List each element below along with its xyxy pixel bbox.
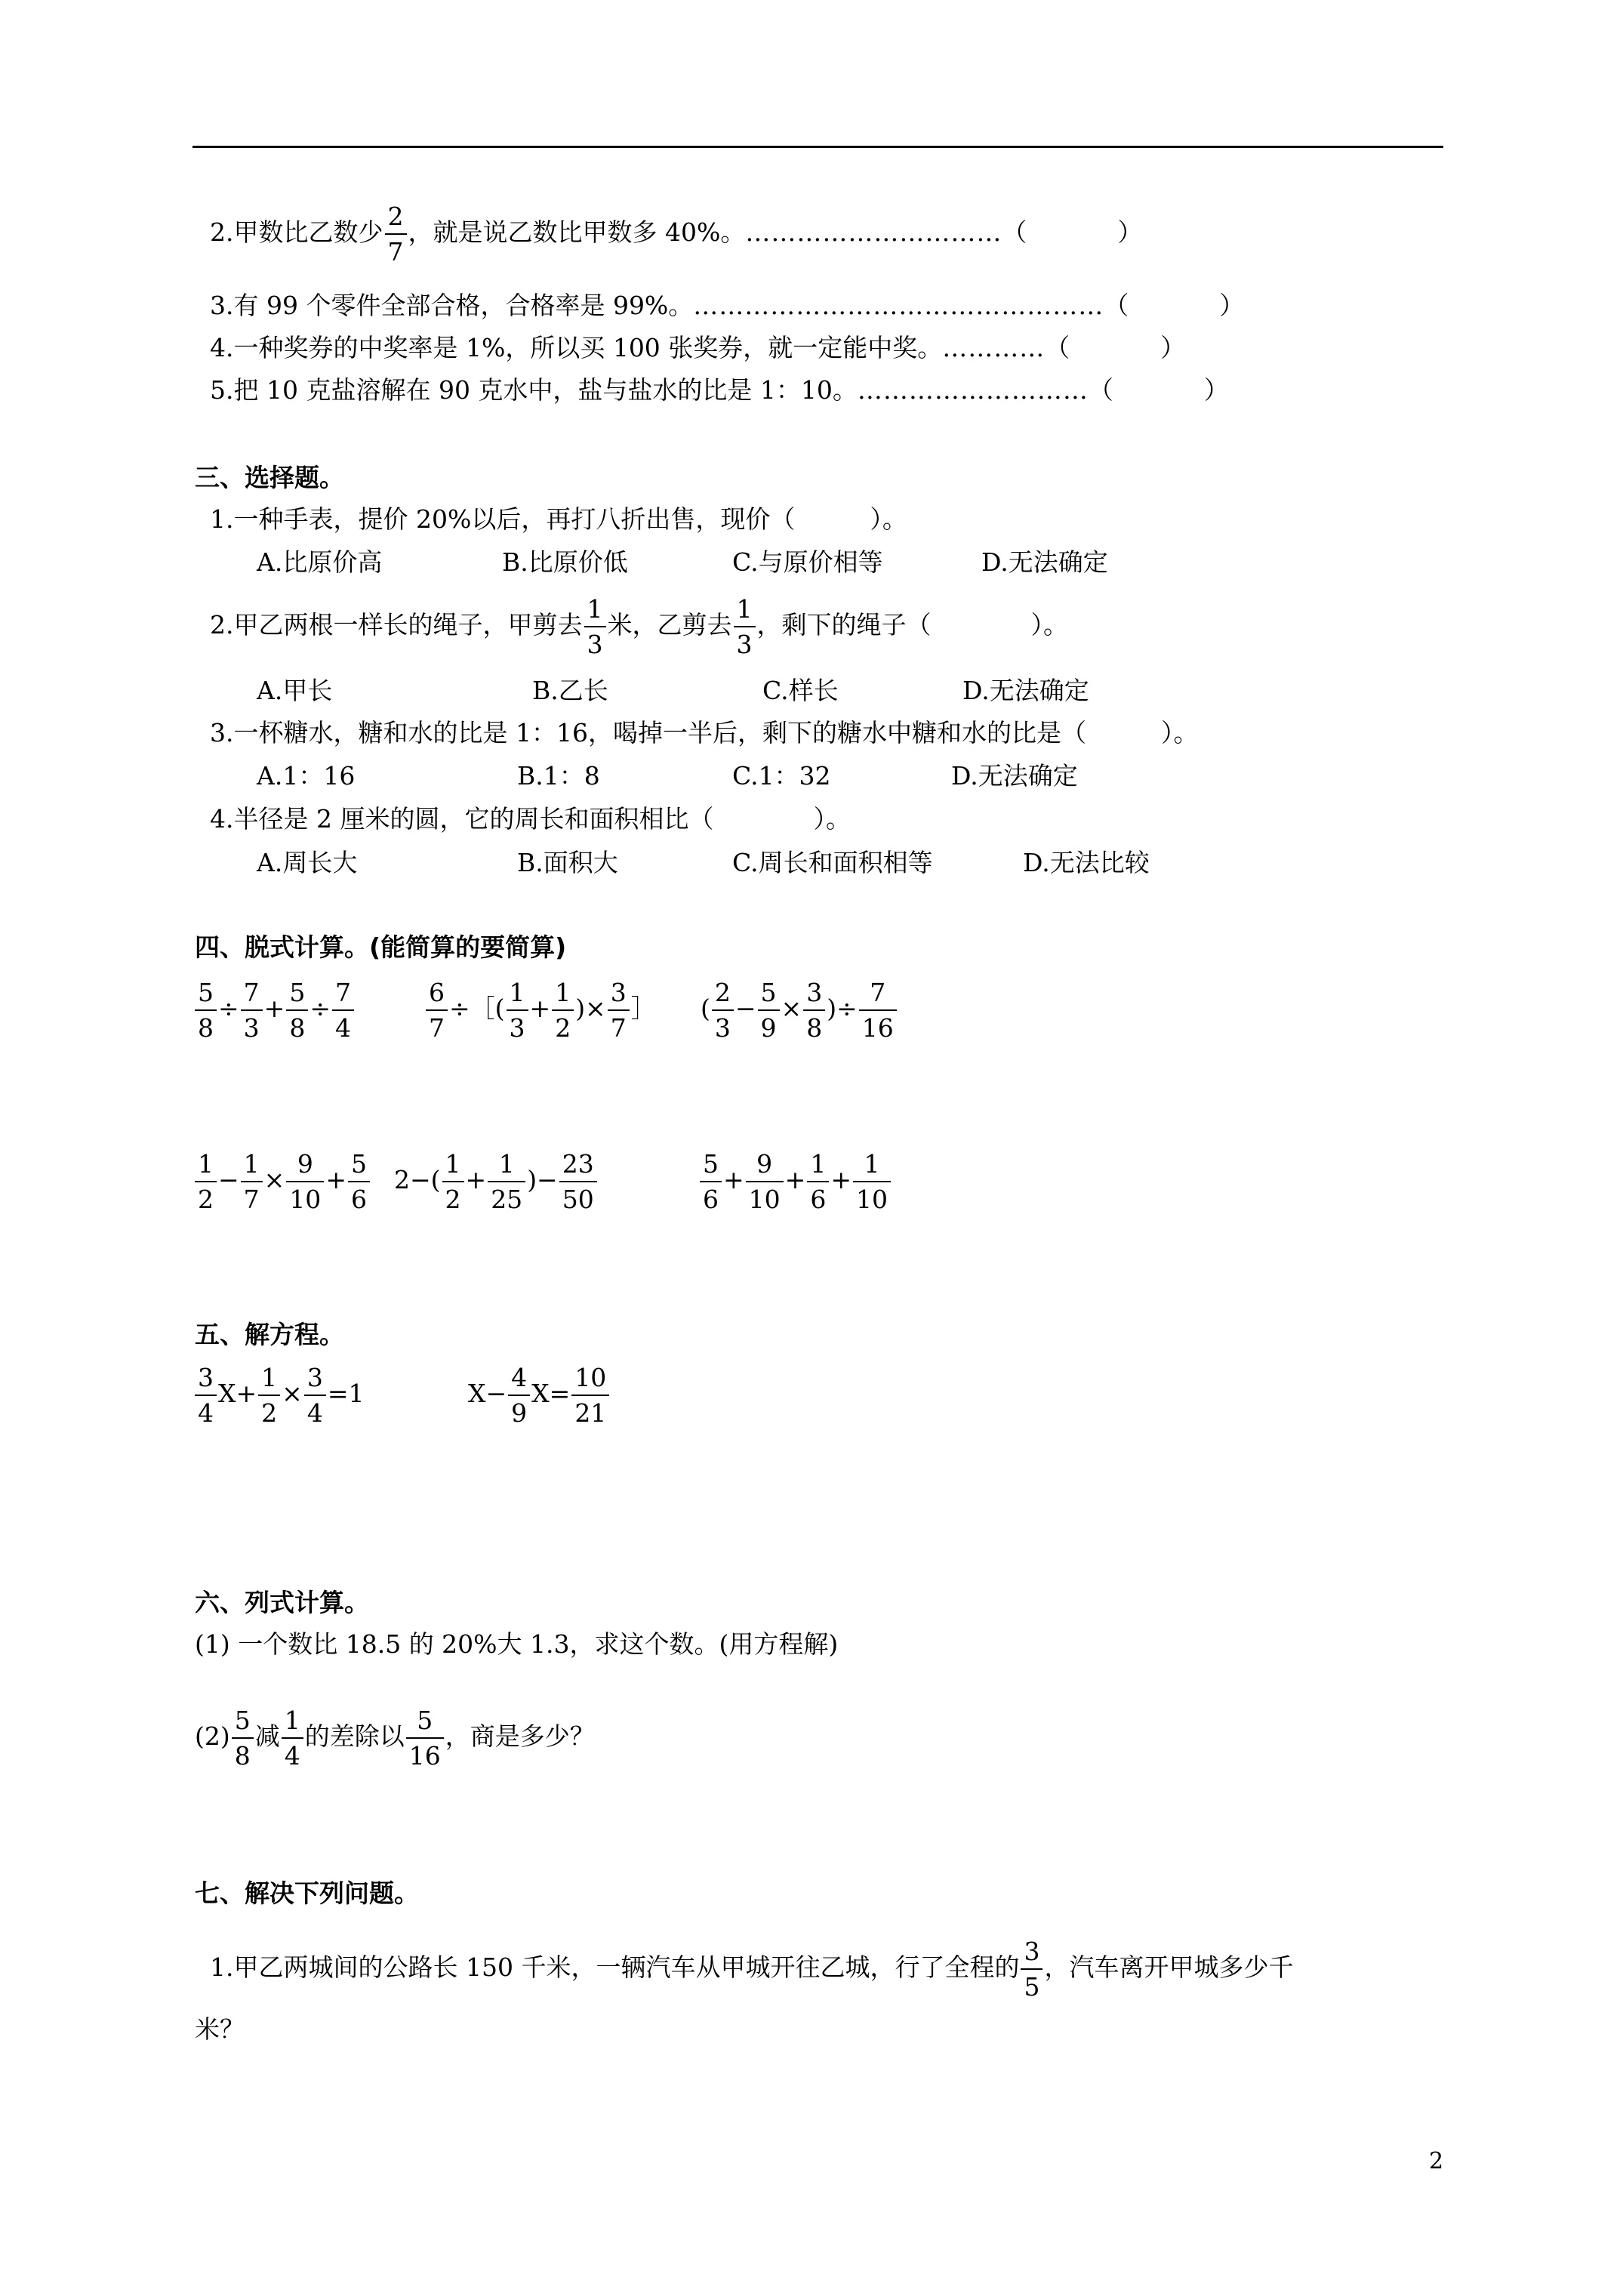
word-calc-question-2: (2) $\frac{5}{8}$ 减 $\frac{1}{4}$ 的差除以 $\frac{5}{16}$ ，商是多少？ — [195, 1706, 595, 1771]
tf-question-2: 2.甲数比乙数少 $\frac{2}{7}$ ，就是说乙数比甲数多 40%。…………………………（ ） — [210, 202, 1143, 267]
tf-question-3: 3.有 99 个零件全部合格，合格率是 99%。…………………………………………（ ） — [210, 291, 1245, 320]
tf-question-5: 5.把 10 克盐溶解在 90 克水中，盐与盐水的比是 1：10。………………………（ ） — [210, 375, 1229, 405]
option-a[interactable]: A.周长大 — [257, 848, 358, 877]
option-a[interactable]: A.比原价高 — [257, 547, 383, 577]
problem-1-continued: 米？ — [195, 2014, 245, 2044]
choice-options-4 — [257, 846, 1150, 880]
choice-question-4: 4.半径是 2 厘米的圆，它的周长和面积相比（ ）。 — [210, 804, 851, 834]
option-c[interactable]: C.样长 — [762, 676, 839, 705]
option-a[interactable]: A.1：16 — [257, 761, 356, 791]
choice-options-3 — [257, 759, 1078, 794]
option-b[interactable]: B.比原价低 — [502, 547, 628, 577]
calc-expression-1: $\frac{5}{8}$ ÷ $\frac{7}{3}$ + $\frac{5}{8}$ ÷ $\frac{7}{4}$ — [193, 980, 356, 1040]
option-d[interactable]: D.无法比较 — [1023, 848, 1150, 877]
choice-options-1 — [257, 545, 1108, 580]
equation-1: $\frac{3}{4}$ X+ $\frac{1}{2}$ × $\frac{3}{4}$ =1 — [193, 1365, 364, 1425]
fraction: $\frac{1}{3}$ — [584, 596, 606, 657]
calc-expression-2: $\frac{6}{7}$ ÷［( $\frac{1}{3}$ + $\frac{1}{2}$ )× $\frac{3}{7}$ ］ — [424, 980, 656, 1040]
choice-question-2: 2.甲乙两根一样长的绳子，甲剪去 $\frac{1}{3}$ 米，乙剪去 $\frac{1}{3}$ ，剩下的绳子（ ）。 — [210, 594, 1068, 659]
option-a[interactable]: A.甲长 — [257, 676, 333, 705]
calc-expression-4: $\frac{1}{2}$ − $\frac{1}{7}$ × $\frac{9}{10}$ + $\frac{5}{6}$ — [193, 1151, 371, 1212]
equation-2: X− $\frac{4}{9}$ X= $\frac{10}{21}$ — [468, 1365, 611, 1425]
option-b[interactable]: B.1：8 — [517, 761, 600, 791]
option-c[interactable]: C.与原价相等 — [732, 547, 883, 577]
header-rule — [192, 146, 1443, 148]
option-d[interactable]: D.无法确定 — [962, 676, 1089, 705]
option-d[interactable]: D.无法确定 — [951, 761, 1078, 791]
option-c[interactable]: C.1：32 — [732, 761, 831, 791]
problem-1: 1.甲乙两城间的公路长 150 千米，一辆汽车从甲城开往乙城，行了全程的 $\frac{3}{5}$ ，汽车离开甲城多少千 — [210, 1937, 1294, 2002]
page-number: 2 — [1429, 2148, 1444, 2174]
section-title-calculation: 四、脱式计算。(能简算的要简算) — [195, 932, 567, 962]
section-title-choice: 三、选择题。 — [195, 463, 344, 492]
section-title-equations: 五、解方程。 — [195, 1320, 344, 1349]
option-c[interactable]: C.周长和面积相等 — [732, 848, 933, 877]
choice-question-3: 3.一杯糖水，糖和水的比是 1：16，喝掉一半后，剩下的糖水中糖和水的比是（ ）。 — [210, 718, 1199, 747]
choice-question-1: 1.一种手表，提价 20%以后，再打八折出售，现价（ ）。 — [210, 504, 907, 534]
section-title-problems: 七、解决下列问题。 — [195, 1878, 419, 1908]
fraction: $\frac{1}{3}$ — [734, 596, 756, 657]
choice-options-2 — [257, 673, 1089, 708]
tf-question-4: 4.一种奖券的中奖率是 1%，所以买 100 张奖券，就一定能中奖。…………（ ） — [210, 333, 1186, 362]
word-calc-question-1: (1) 一个数比 18.5 的 20%大 1.3，求这个数。(用方程解) — [195, 1629, 839, 1659]
option-b[interactable]: B.乙长 — [532, 676, 608, 705]
option-b[interactable]: B.面积大 — [517, 848, 618, 877]
calc-expression-5: 2−( $\frac{1}{2}$ + $\frac{1}{25}$ )− $\frac{23}{50}$ — [394, 1151, 599, 1212]
fraction: $\frac{2}{7}$ — [385, 204, 407, 264]
option-d[interactable]: D.无法确定 — [981, 547, 1108, 577]
calc-expression-6: $\frac{5}{6}$ + $\frac{9}{10}$ + $\frac{1}{6}$ + $\frac{1}{10}$ — [698, 1151, 892, 1212]
calc-expression-3: ( $\frac{2}{3}$ − $\frac{5}{9}$ × $\frac{3}{8}$ )÷ $\frac{7}{16}$ — [701, 980, 898, 1040]
section-title-word-calc: 六、列式计算。 — [195, 1588, 369, 1617]
question-text: 2.甲数比乙数少 — [210, 217, 383, 247]
